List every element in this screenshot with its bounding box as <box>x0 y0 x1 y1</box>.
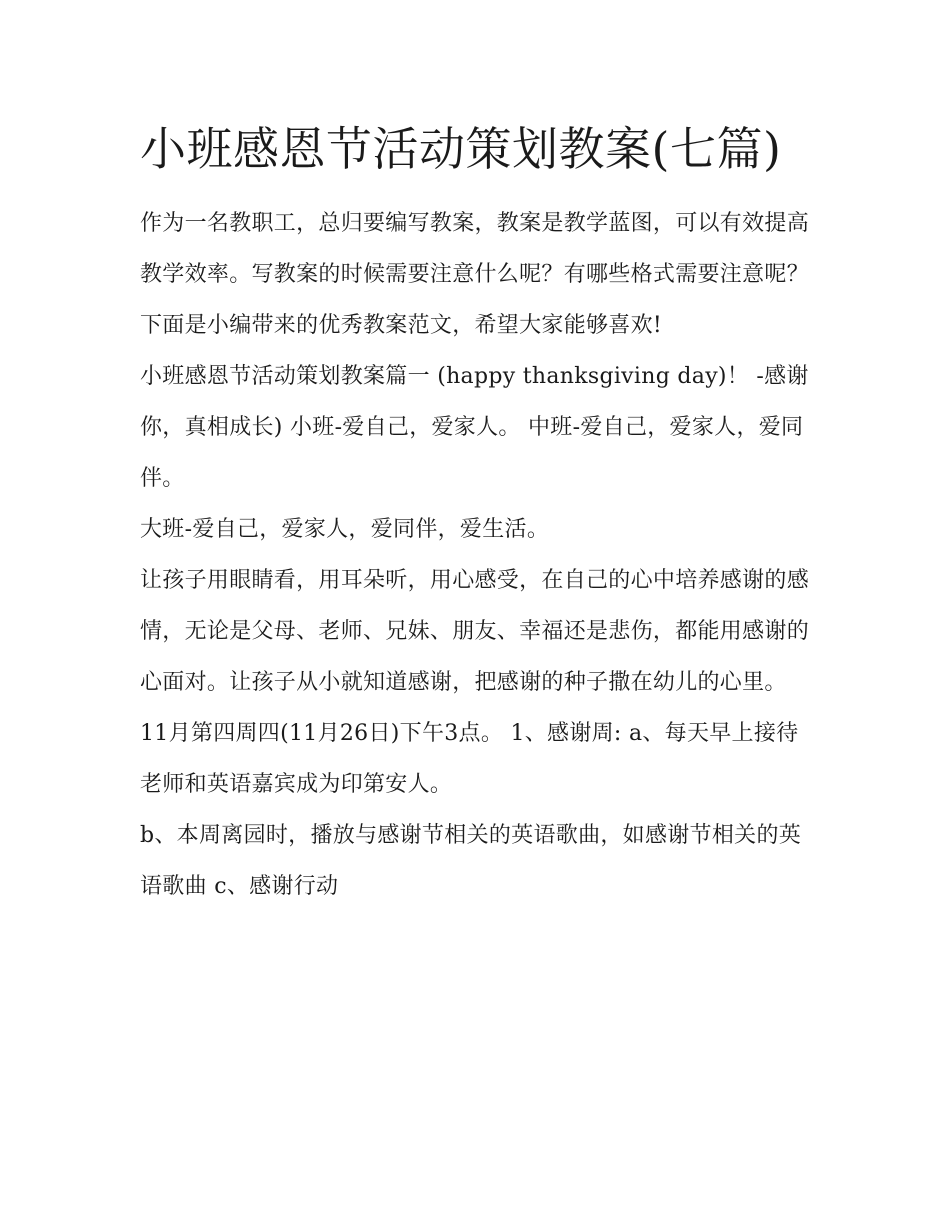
big-class-paragraph: 大班-爱自己，爱家人，爱同伴，爱生活。 <box>140 517 550 542</box>
activity-paragraph: b、本周离园时，播放与感谢节相关的英语歌曲，如感谢节相关的英语歌曲 c、感谢行动 <box>140 823 802 899</box>
section-one-paragraph: 小班感恩节活动策划教案篇一 (happy thanksgiving day)！ -感谢你，真相成长) 小班-爱自己，爱家人。 中班-爱自己，爱家人，爱同伴。 <box>140 364 809 491</box>
document-page <box>140 112 816 912</box>
goal-paragraph: 让孩子用眼睛看，用耳朵听，用心感受，在自己的心中培养感谢的感情，无论是父母、老师、兄妹、朋友、幸福还是悲伤，都能用感谢的心面对。让孩子从小就知道感谢，把感谢的种子撒在幼儿的心里。 <box>140 568 810 695</box>
intro-paragraph: 作为一名教职工，总归要编写教案，教案是教学蓝图，可以有效提高教学效率。写教案的时候需要注意什么呢？有哪些格式需要注意呢？下面是小编带来的优秀教案范文，希望大家能够喜欢! <box>140 211 810 338</box>
schedule-paragraph: 11月第四周四(11月26日)下午3点。 1、感谢周: a、每天早上接待老师和英语嘉宾成为印第安人。 <box>140 721 799 797</box>
document-title: 小班感恩节活动策划教案(七篇) <box>140 122 782 176</box>
title-spacer <box>140 186 816 198</box>
